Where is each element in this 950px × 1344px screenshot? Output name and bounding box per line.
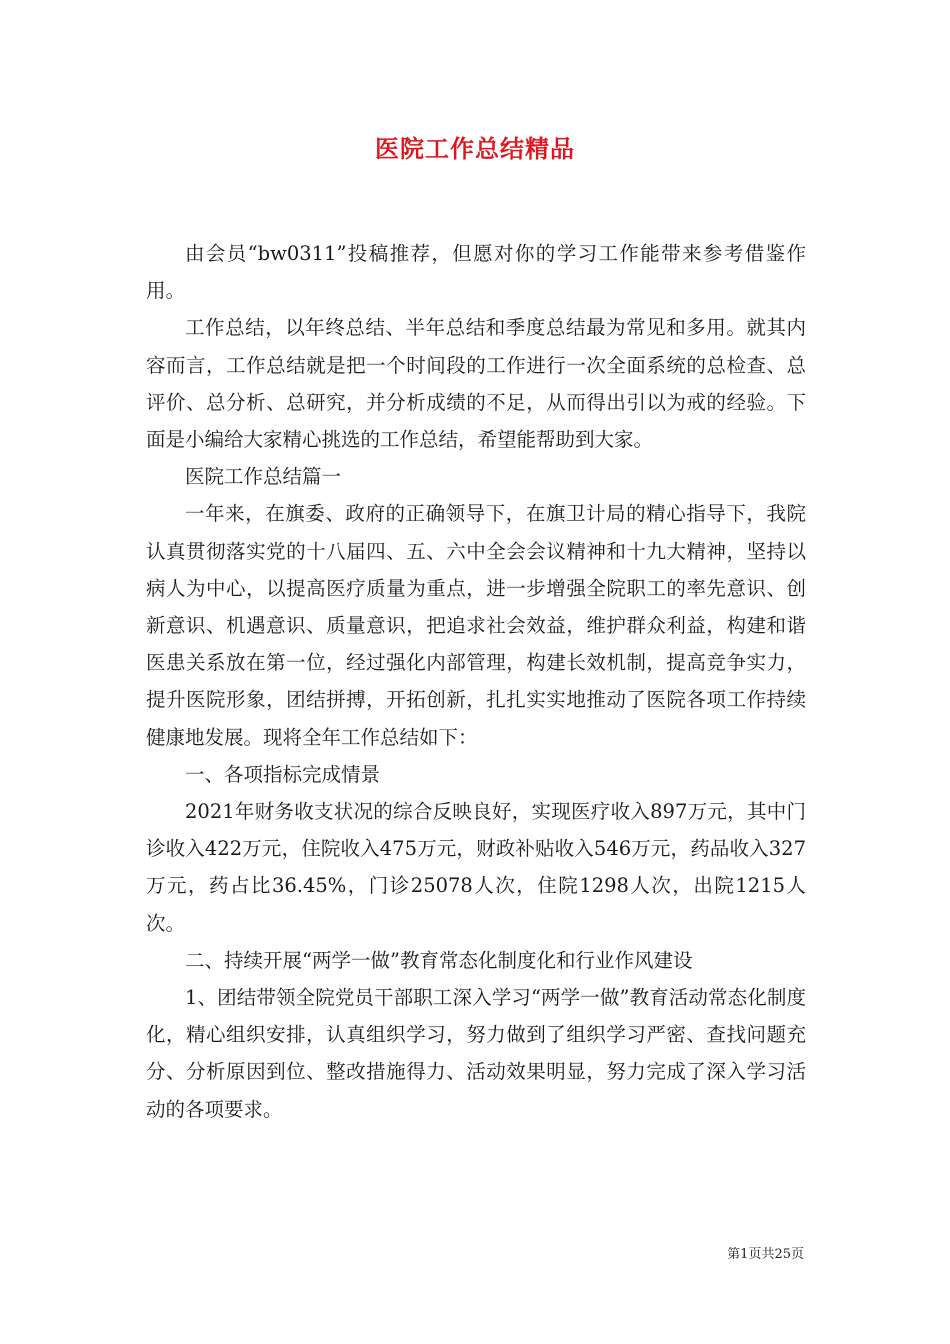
document-body	[146, 235, 806, 1128]
section-heading-education: 二、持续开展“两学一做”教育常态化制度化和行业作风建设	[185, 948, 693, 972]
intro-paragraph: 由会员“bw0311”投稿推荐，但愿对你的学习工作能带来参考借鉴作用。	[146, 242, 806, 303]
summary-definition-paragraph: 工作总结，以年终总结、半年总结和季度总结最为常见和多用。就其内容而言，工作总结就是把一个时间段的工作进行一次全面系统的总检查、总评价、总分析、总研究，并分析成绩的不足，从而得出引以为戒的经验。下面是小编给大家精心挑选的工作总结，希望能帮助到大家。	[146, 316, 806, 452]
document-title: 医院工作总结精品	[375, 134, 575, 163]
page-number: 第1页共25页	[727, 1247, 804, 1262]
section-heading-part-one: 医院工作总结篇一	[185, 465, 342, 489]
annual-overview-paragraph: 一年来，在旗委、政府的正确领导下，在旗卫计局的精心指导下，我院认真贯彻落实党的十八届四、五、六中全会会议精神和十九大精神，坚持以病人为中心，以提高医疗质量为重点，进一步增强全院职工的率先意识、创新意识、机遇意识、质量意识，把追求社会效益，维护群众利益，构建和谐医患关系放在第一位，经过强化内部管理，构建长效机制，提高竞争实力，提升医院形象，团结拼搏，开拓创新，扎扎实实地推动了医院各项工作持续健康地发展。现将全年工作总结如下：	[146, 502, 806, 749]
education-activity-paragraph: 1、团结带领全院党员干部职工深入学习“两学一做”教育活动常态化制度化，精心组织安排，认真组织学习，努力做到了组织学习严密、查找问题充分、分析原因到位、整改措施得力、活动效果明显，努力完成了深入学习活动的各项要求。	[146, 986, 806, 1121]
financial-data-paragraph: 2021年财务收支状况的综合反映良好，实现医疗收入897万元，其中门诊收入422万元，住院收入475万元，财政补贴收入546万元，药品收入327万元，药占比36.45%，门诊25078人次，住院1298人次，出院1215人次。	[146, 800, 806, 935]
section-heading-indicators: 一、各项指标完成情景	[185, 762, 381, 786]
